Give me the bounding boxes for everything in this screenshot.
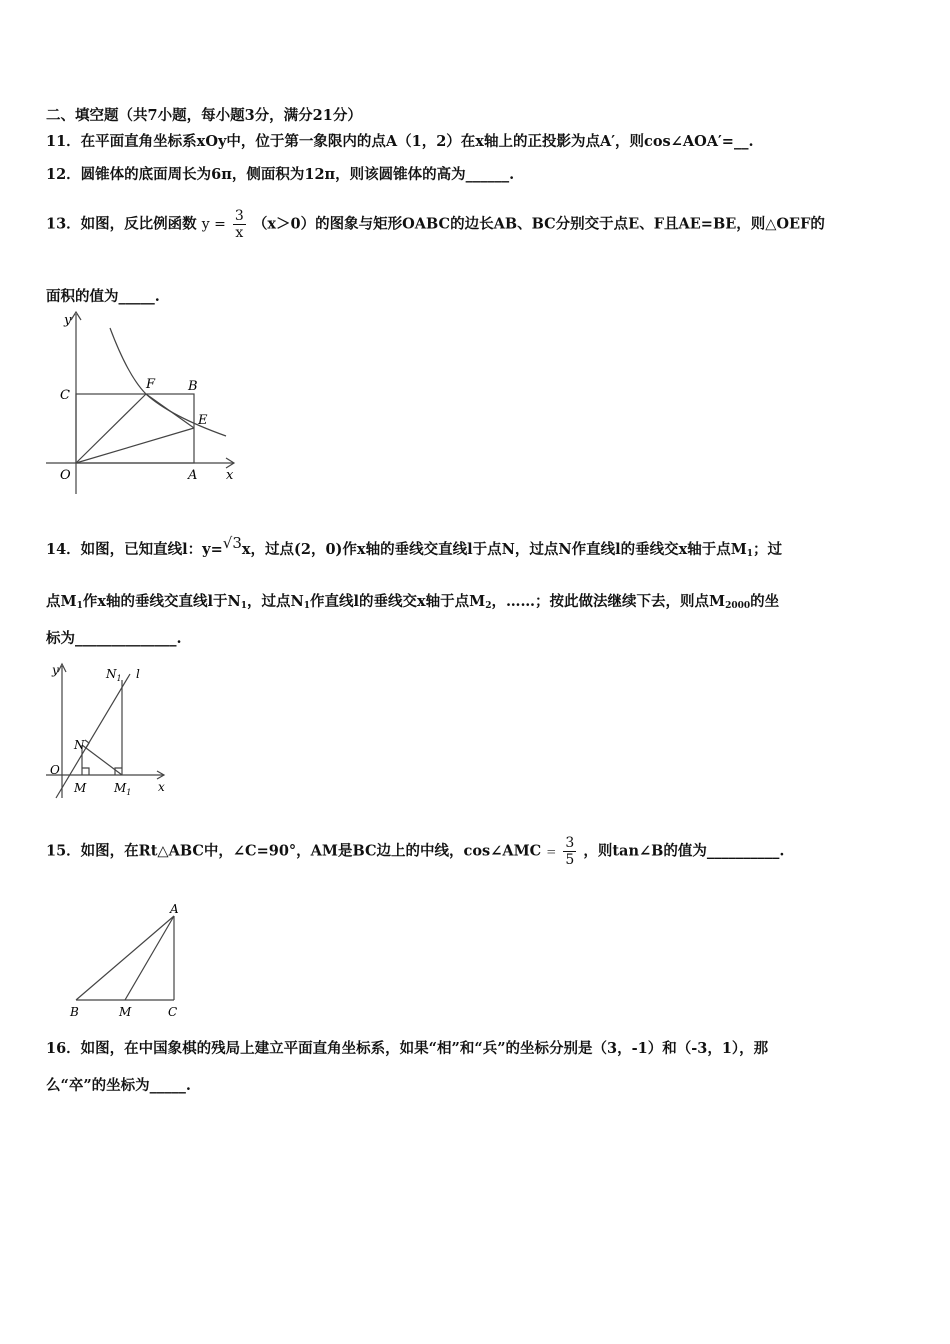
q14-l2-e: ，……；按此做法继续下去，则点M bbox=[491, 593, 726, 610]
question-16-line2: 么“卒”的坐标为_____. bbox=[46, 1077, 191, 1094]
q15-fraction bbox=[563, 835, 576, 868]
q14-suffix-end: ；过 bbox=[753, 541, 783, 558]
q13-label-C: C bbox=[60, 388, 70, 403]
question-14-line2 bbox=[46, 590, 779, 611]
q15-frac-den: 5 bbox=[565, 852, 575, 868]
q15-label-B: B bbox=[70, 1005, 79, 1019]
q13-figure bbox=[40, 308, 250, 500]
q13-prefix: 13．如图，反比例函数 bbox=[46, 215, 197, 233]
q14-suffix: x，过点(2，0)作x轴的垂线交直线l于点N，过点N作直线l的垂线交x轴于点M bbox=[241, 541, 747, 558]
q14-l2-d-sub: 2 bbox=[485, 601, 492, 611]
question-15 bbox=[46, 835, 784, 868]
q15-suffix: ，则tan∠B的值为__________. bbox=[583, 842, 785, 860]
q15-label-A: A bbox=[170, 902, 179, 916]
q14-prefix: 14．如图，已知直线l：y= bbox=[46, 541, 223, 558]
q14-segment-NM1 bbox=[82, 745, 122, 775]
q15-frac-num: 3 bbox=[565, 835, 575, 851]
q13-suffix: （x＞0）的图象与矩形OABC的边长AB、BC分别交于点E、F且AE=BE，则△OEF的 bbox=[252, 215, 825, 233]
q14-label-y: y bbox=[52, 663, 59, 677]
question-12: 12．圆锥体的底面周长为6π，侧面积为12π，则该圆锥体的高为______. bbox=[46, 166, 515, 183]
section-heading: 二、填空题（共7小题，每小题3分，满分21分） bbox=[46, 107, 362, 124]
q14-label-l: l bbox=[136, 667, 140, 681]
q15-median-AM bbox=[125, 916, 174, 1000]
q14-suffix-sub: 1 bbox=[746, 549, 754, 559]
q14-label-x: x bbox=[158, 780, 165, 794]
q14-l2-d: 作直线l的垂线交x轴于点M bbox=[310, 593, 486, 610]
q14-l2-c: ，过点N bbox=[247, 593, 304, 610]
q14-l2-b-sub: 1 bbox=[240, 601, 247, 611]
q14-right-angle-M bbox=[82, 768, 89, 775]
question-14-line3: 标为______________. bbox=[46, 630, 182, 647]
q14-label-M1: $M_1$ bbox=[114, 781, 132, 797]
q14-sqrt3: √3 bbox=[222, 534, 242, 552]
q14-l2-a: 点M bbox=[46, 593, 77, 610]
q14-l2-a-sub: 1 bbox=[76, 601, 83, 611]
question-11: 11．在平面直角坐标系xOy中，位于第一象限内的点A（1，2）在x轴上的正投影为点A′，则cos∠AOA′=__. bbox=[46, 133, 754, 150]
q13-frac-num: 3 bbox=[234, 208, 244, 224]
q14-l2-f: 的坐 bbox=[750, 593, 780, 610]
question-13-line2: 面积的值为_____. bbox=[46, 288, 160, 305]
q14-figure bbox=[42, 660, 177, 800]
q15-figure bbox=[62, 900, 192, 1020]
q14-l2-c-sub: 1 bbox=[303, 601, 311, 611]
q14-l2-e-sub: 2000 bbox=[725, 601, 751, 611]
q14-line-l bbox=[56, 674, 130, 798]
q15-side-BA bbox=[76, 916, 174, 1000]
q13-frac-den: x bbox=[235, 225, 244, 241]
q13-label-O: O bbox=[60, 468, 71, 483]
q15-frac-eq: = bbox=[546, 844, 557, 859]
q15-label-C: C bbox=[168, 1005, 178, 1019]
q13-hyperbola bbox=[110, 328, 226, 436]
q15-prefix: 15．如图，在Rt△ABC中，∠C=90°，AM是BC边上的中线，cos∠AMC bbox=[46, 842, 542, 860]
question-16-line1: 16．如图，在中国象棋的残局上建立平面直角坐标系，如果“相”和“兵”的坐标分别是（3，-1）和（-3，1），那 bbox=[46, 1040, 769, 1057]
q13-label-F: F bbox=[146, 377, 156, 392]
q13-label-E: E bbox=[198, 413, 208, 428]
q14-label-N: N bbox=[74, 738, 85, 752]
q13-fraction bbox=[233, 208, 246, 241]
q15-label-M: M bbox=[119, 1005, 132, 1019]
q13-label-A: A bbox=[188, 468, 198, 483]
q14-label-M: M bbox=[74, 781, 87, 795]
q13-label-y: y bbox=[64, 313, 72, 328]
q13-func-lhs: y = bbox=[201, 216, 226, 233]
q14-label-O: O bbox=[50, 763, 60, 777]
q13-label-B: B bbox=[188, 379, 198, 394]
q13-label-x: x bbox=[226, 468, 234, 483]
question-13-line1 bbox=[46, 208, 825, 241]
q13-segment-FE bbox=[146, 394, 194, 428]
q14-label-N1: $N_1$ bbox=[106, 667, 122, 683]
question-14-line1 bbox=[46, 534, 783, 559]
q14-l2-b: 作x轴的垂线交直线l于N bbox=[82, 593, 241, 610]
q14-right-angle-N bbox=[85, 740, 89, 748]
